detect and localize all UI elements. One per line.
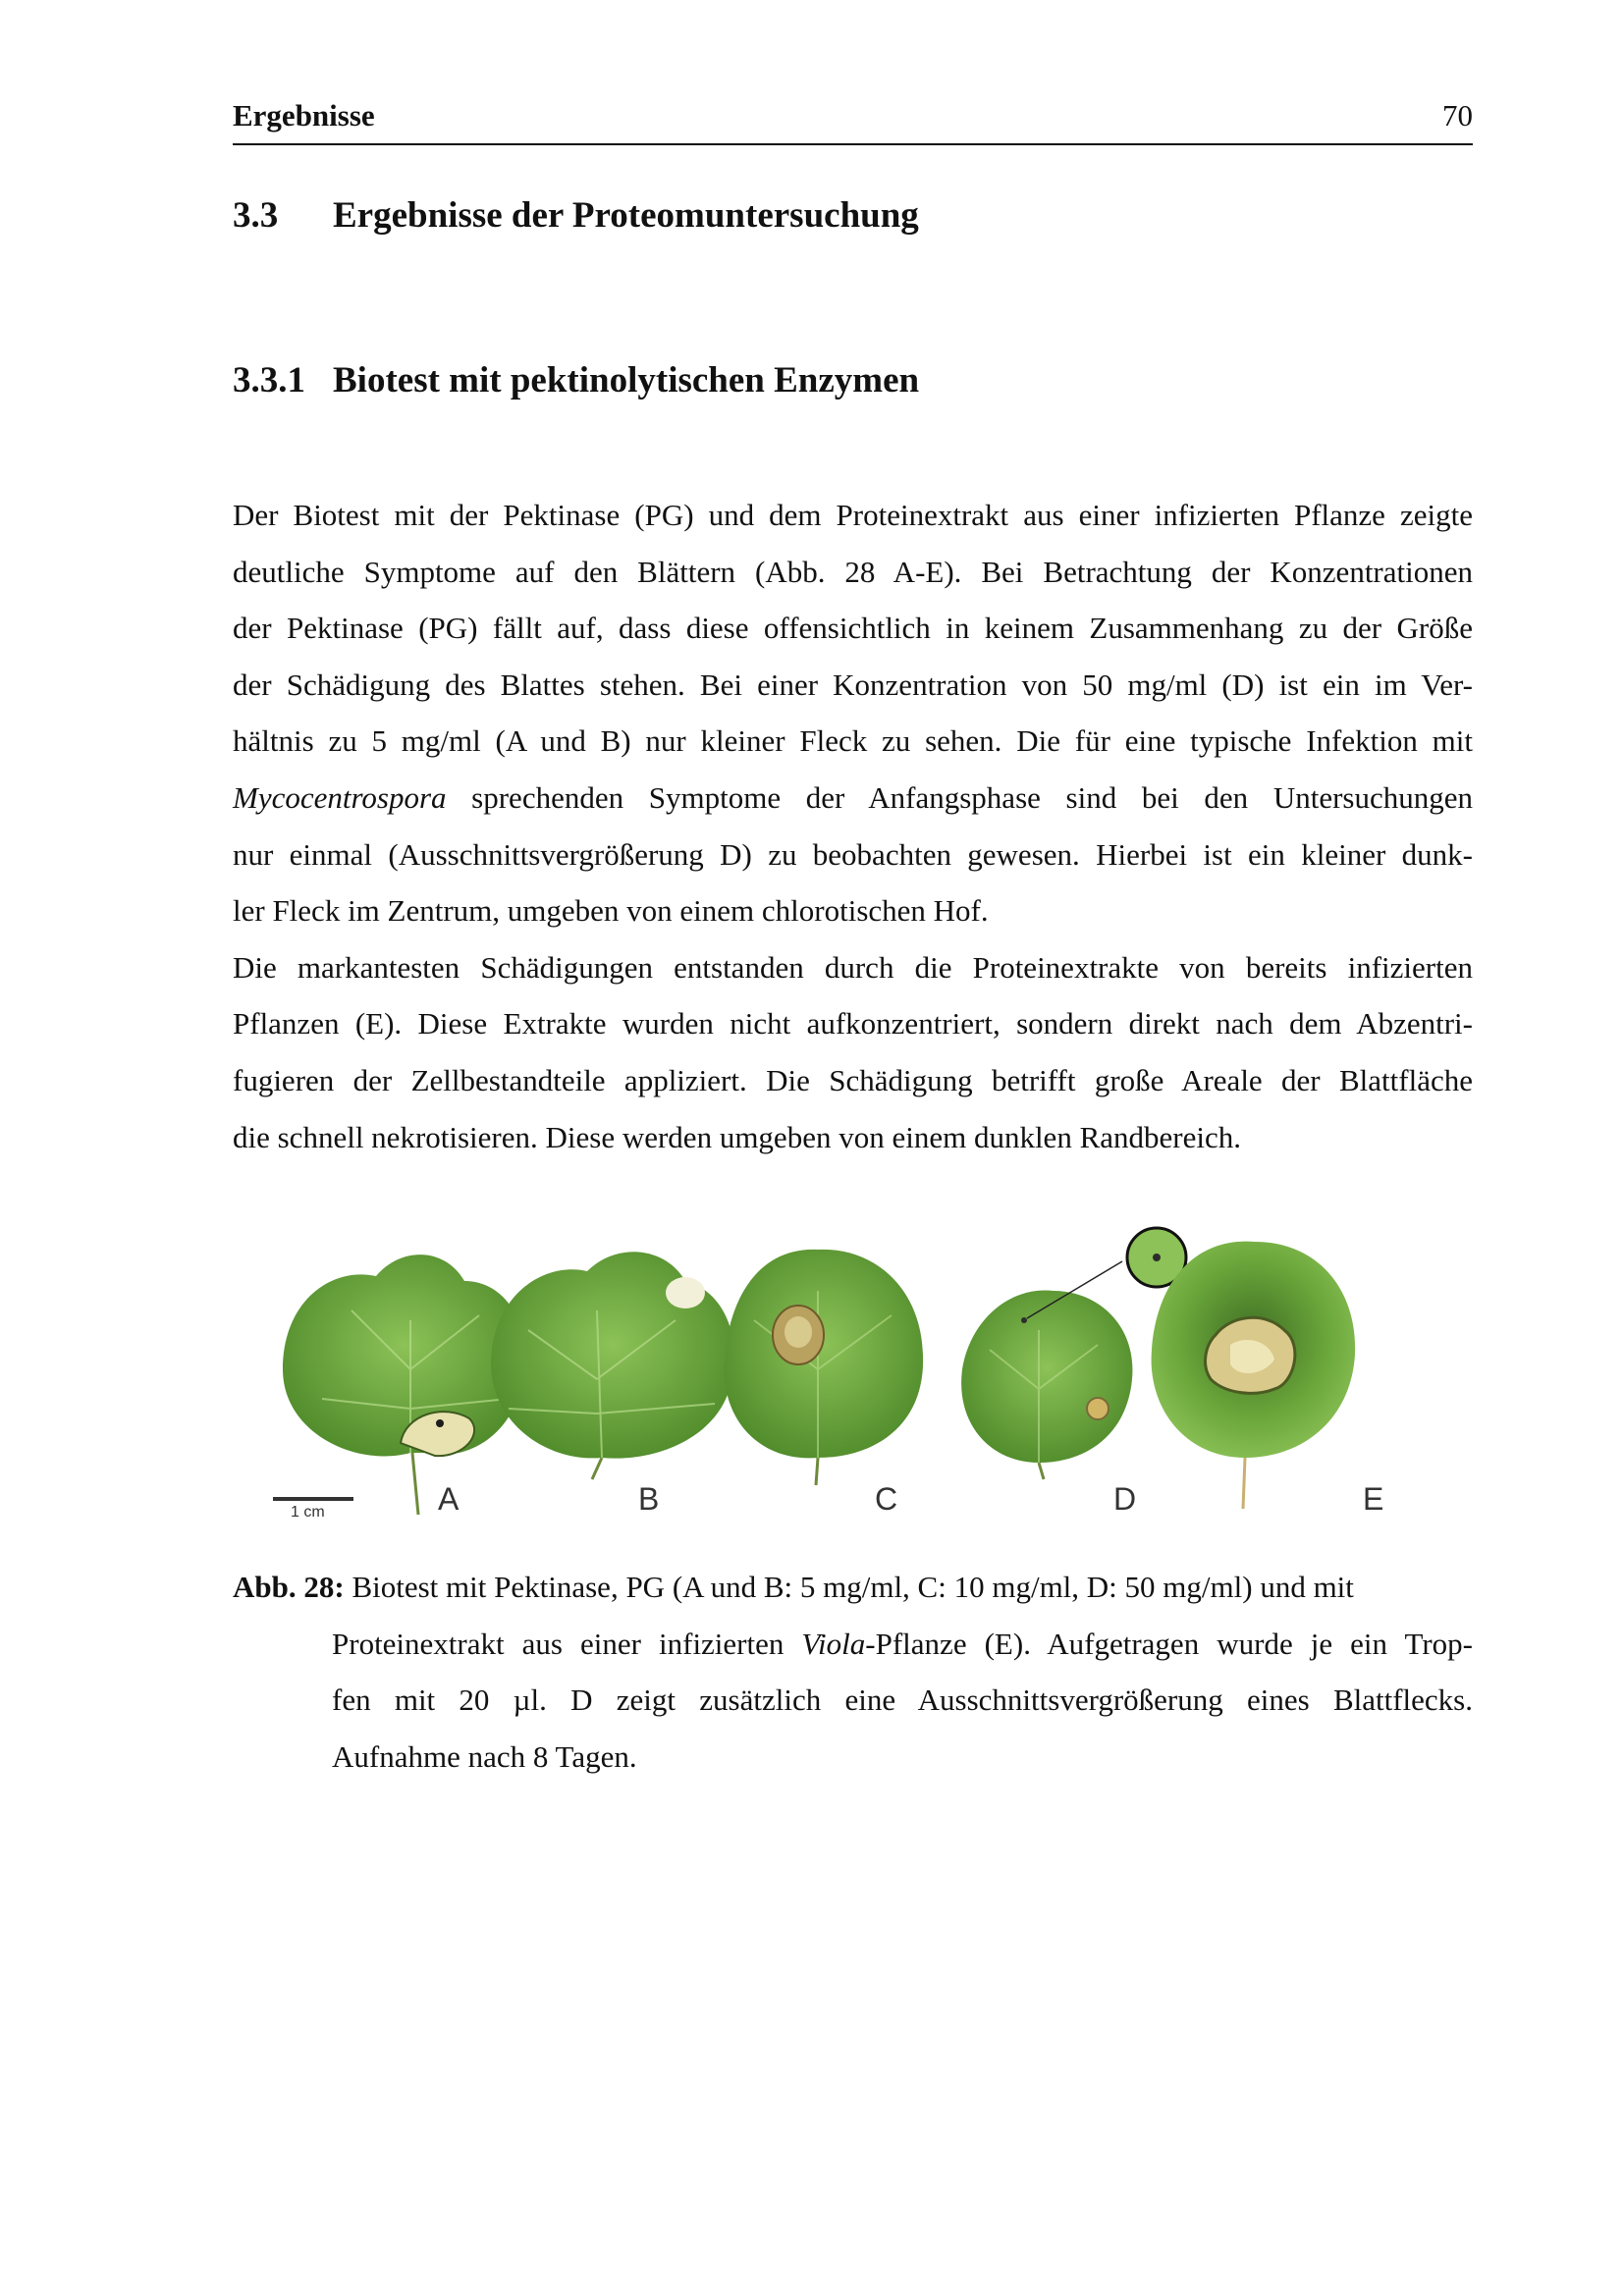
text-fragment: Biotest mit Pektinase, PG (A und B: 5 mg/ml, C: 10 mg/ml, D: 50 mg/ml) und mit <box>344 1570 1354 1604</box>
leaf-b <box>491 1252 734 1479</box>
text-line: Der Biotest mit der Pektinase (PG) und dem Proteinextrakt aus einer infizierten Pflanze zeigte <box>233 498 1473 532</box>
label-a: A <box>438 1481 460 1517</box>
paragraph-2 <box>233 939 1473 1165</box>
subsection-title: Biotest mit pektinolytischen Enzymen <box>333 360 920 400</box>
label-e: E <box>1363 1481 1384 1517</box>
scale-label: 1 cm <box>291 1504 325 1521</box>
text-line <box>233 770 1473 827</box>
section-number: 3.3 <box>233 195 279 236</box>
leaf-e <box>1152 1242 1356 1509</box>
figure-28 <box>263 1222 1422 1526</box>
section-heading <box>233 193 919 239</box>
text-line: nur einmal (Ausschnittsvergrößerung D) zu beobachten gewesen. Hierbei ist ein kleiner dunk- <box>233 836 1473 872</box>
genus-name: Viola <box>801 1626 866 1661</box>
leaf-c <box>725 1250 924 1485</box>
leaf-a <box>283 1255 525 1515</box>
label-d: D <box>1113 1481 1137 1517</box>
caption-line: fen mit 20 µl. D zeigt zusätzlich eine Ausschnittsvergrößerung eines Blattflecks. <box>332 1682 1473 1718</box>
text-line: die schnell nekrotisieren. Diese werden umgeben von einem dunklen Randbereich. <box>233 1119 1241 1154</box>
text-line: der Schädigung des Blattes stehen. Bei einer Konzentration von 50 mg/ml (D) ist ein im Ver- <box>233 667 1473 702</box>
text-line: deutliche Symptome auf den Blättern (Abb. 28 A-E). Bei Betrachtung der Konzentrationen <box>233 554 1473 589</box>
text-fragment: -Pflanze (E). Aufgetragen wurde je ein Trop- <box>865 1626 1473 1661</box>
caption-line: Aufnahme nach 8 Tagen. <box>332 1738 637 1774</box>
text-line: der Pektinase (PG) fällt auf, dass diese offensichtlich in keinem Zusammenhang zu der Größe <box>233 611 1473 646</box>
label-b: B <box>638 1481 660 1517</box>
leaf-figure <box>263 1222 1422 1526</box>
subsection-heading <box>233 358 919 403</box>
caption-label: Abb. 28: <box>233 1570 345 1604</box>
text-line: Die markantesten Schädigungen entstanden durch die Proteinextrakte von bereits infizierten <box>233 949 1473 985</box>
caption-line <box>233 1559 1473 1616</box>
species-name: Mycocentrospora <box>233 779 447 815</box>
text-fragment: Proteinextrakt aus einer infizierten <box>332 1626 802 1661</box>
running-title: Ergebnisse <box>233 98 375 133</box>
text-line: hältnis zu 5 mg/ml (A und B) nur kleiner Fleck zu sehen. Die für eine typische Infektion mit <box>233 723 1473 759</box>
paragraph-1 <box>233 487 1473 939</box>
figure-caption <box>233 1559 1473 1785</box>
text-line: fugieren der Zellbestandteile appliziert. Die Schädigung betrifft große Areale der Blattfläche <box>233 1062 1473 1097</box>
body-text <box>233 487 1473 1165</box>
text-line: Pflanzen (E). Diese Extrakte wurden nicht aufkonzentriert, sondern direkt nach dem Abzentri- <box>233 1006 1473 1041</box>
section-title: Ergebnisse der Proteomuntersuchung <box>333 195 919 236</box>
label-c: C <box>875 1481 898 1517</box>
text-line: ler Fleck im Zentrum, umgeben von einem chlorotischen Hof. <box>233 893 989 929</box>
text-fragment: sprechenden Symptome der Anfangsphase sind bei den Untersuchungen <box>446 779 1473 815</box>
header-rule <box>233 143 1473 145</box>
caption-line <box>332 1616 1473 1673</box>
page-number: 70 <box>1442 98 1473 133</box>
subsection-number: 3.3.1 <box>233 360 305 400</box>
